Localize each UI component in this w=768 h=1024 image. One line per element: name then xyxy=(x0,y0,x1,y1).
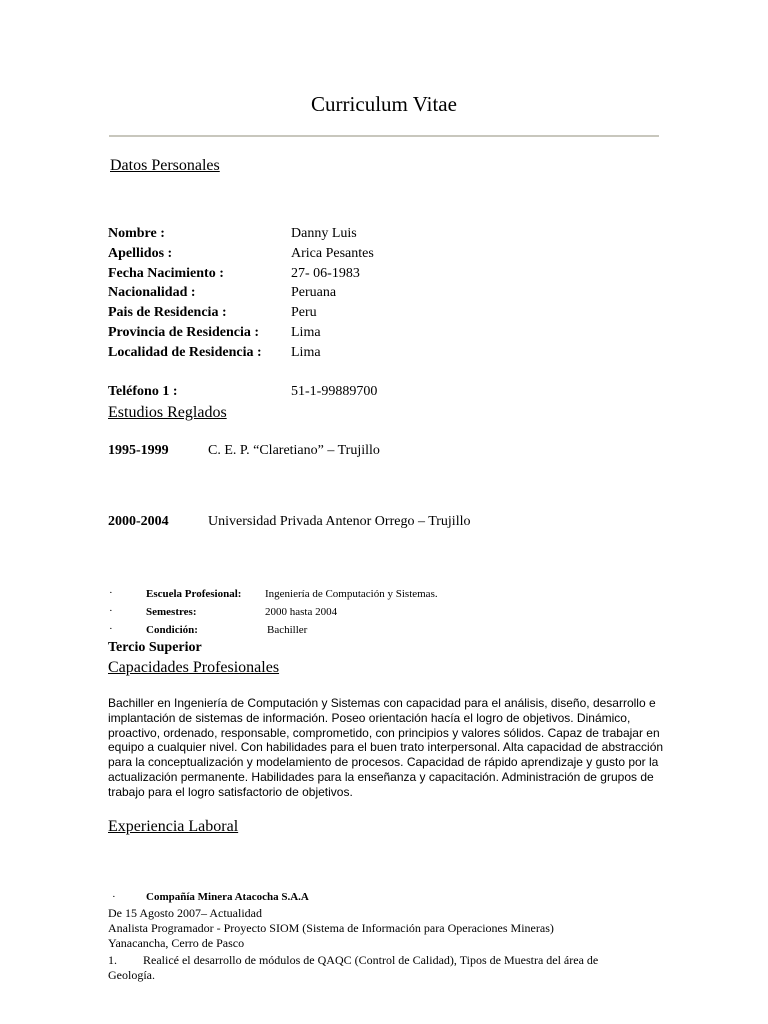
capacidades-paragraph: Bachiller en Ingeniería de Computación y Sistemas con capacidad para el análisis, diseño, desarrollo e implantación de sistemas de información. Poseo orientación hacía el logro de objetivos. Dinámico, proactivo, ordenado, responsable, comprometido, con principios y valores sólidos. Capaz de trabajar en equipo a cualquier nivel. Con habilidades para el buen trato interpersonal. Alta capacidad de abstracción para la conceptualización y modelamiento de procesos. Capacidad de rápido aprendizaje y gusto por la actualización permanente. Habilidades para la enseñanza y capacitación. Administración de grupos de trabajo para el logro satisfactorio de objetivos. xyxy=(108,696,664,799)
field-label-fecha-nacimiento: Fecha Nacimiento : xyxy=(108,266,224,281)
detail-label-escuela: Escuela Profesional: xyxy=(146,588,242,600)
detail-label-semestres: Semestres: xyxy=(146,606,197,618)
field-label-provincia-residencia: Provincia de Residencia : xyxy=(108,325,260,340)
field-value-fecha-nacimiento: 27- 06-1983 xyxy=(291,266,360,281)
field-value-provincia-residencia: Lima xyxy=(291,325,321,340)
field-label-apellidos: Apellidos : xyxy=(108,246,173,261)
section-heading-capacidades: Capacidades Profesionales xyxy=(108,659,280,676)
bullet-icon: · xyxy=(109,623,113,635)
job-role: Analista Programador - Proyecto SIOM (Sistema de Información para Operaciones Mineras) xyxy=(108,921,554,935)
section-heading-datos-personales: Datos Personales xyxy=(110,157,220,174)
task-description: Realicé el desarrollo de módulos de QAQC (Control de Calidad), Tipos de Muestra del área de xyxy=(143,953,599,967)
education-years: 2000-2004 xyxy=(108,514,169,529)
education-institution: Universidad Privada Antenor Orrego – Trujillo xyxy=(208,514,471,529)
bullet-icon: · xyxy=(112,891,116,903)
field-label-nacionalidad: Nacionalidad : xyxy=(108,285,196,300)
task-number: 1. xyxy=(108,953,117,967)
field-value-telefono: 51-1-99889700 xyxy=(291,384,378,399)
detail-value-escuela: Ingeniería de Computación y Sistemas. xyxy=(265,588,438,600)
detail-label-condicion: Condición: xyxy=(146,624,198,636)
section-heading-experiencia: Experiencia Laboral xyxy=(108,818,239,835)
field-value-nombre: Danny Luis xyxy=(291,226,357,241)
job-location: Yanacancha, Cerro de Pasco xyxy=(108,936,245,950)
task-description-continued: Geología. xyxy=(108,968,155,982)
field-value-apellidos: Arica Pesantes xyxy=(291,246,374,261)
bullet-icon: · xyxy=(109,587,113,599)
field-label-nombre: Nombre : xyxy=(108,226,165,241)
field-value-nacionalidad: Peruana xyxy=(291,285,337,300)
field-value-pais-residencia: Peru xyxy=(291,305,317,320)
education-years: 1995-1999 xyxy=(108,443,169,458)
bullet-icon: · xyxy=(109,605,113,617)
field-label-localidad-residencia: Localidad de Residencia : xyxy=(108,345,262,360)
company-name: Compañía Minera Atacocha S.A.A xyxy=(146,891,309,903)
title-divider xyxy=(109,135,659,137)
section-heading-estudios: Estudios Reglados xyxy=(108,404,227,421)
field-value-localidad-residencia: Lima xyxy=(291,345,321,360)
field-label-telefono: Teléfono 1 : xyxy=(108,384,178,399)
field-label-pais-residencia: Pais de Residencia : xyxy=(108,305,227,320)
detail-value-condicion: Bachiller xyxy=(267,624,308,636)
detail-value-semestres: 2000 hasta 2004 xyxy=(265,606,338,618)
education-institution: C. E. P. “Claretiano” – Trujillo xyxy=(208,443,380,458)
job-period: De 15 Agosto 2007– Actualidad xyxy=(108,906,262,920)
page-title: Curriculum Vitae xyxy=(311,92,457,116)
tercio-superior: Tercio Superior xyxy=(108,640,202,655)
